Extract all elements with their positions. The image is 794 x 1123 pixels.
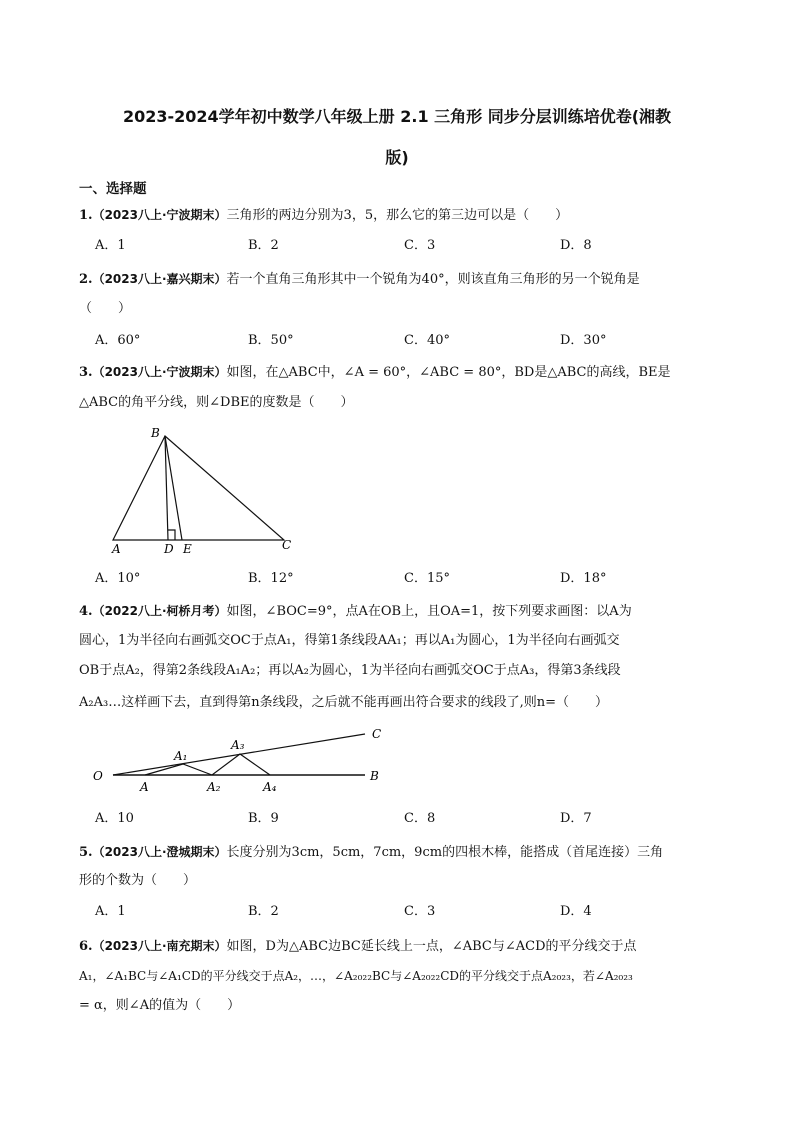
option-d[interactable]: D．7 [560, 811, 592, 826]
label-a: A [140, 780, 149, 794]
option-a[interactable]: A．10 [95, 811, 134, 826]
q-source: （2023八上·嘉兴期末） [92, 272, 227, 286]
question-6 [79, 937, 637, 956]
q-text-line: （ ） [79, 301, 132, 316]
q-source: （2023八上·宁波期末） [92, 365, 227, 379]
option-d[interactable]: D．30° [560, 333, 607, 348]
label-a1: A₁ [174, 749, 188, 763]
label-o: O [93, 769, 103, 783]
option-b[interactable]: B．9 [248, 811, 279, 826]
q-text: 长度分别为3cm，5cm，7cm，9cm的四根木棒，能搭成（首尾连接）三角 [226, 845, 664, 860]
label-a2: A₂ [207, 780, 221, 794]
q-source: （2023八上·南充期末） [92, 939, 227, 953]
q-number: 5. [79, 845, 93, 860]
q-text-line: 圆心，1为半径向右画弧交OC于点A₁，得第1条线段AA₁；再以A₁为圆心，1为半径向右画弧交 [79, 633, 620, 648]
doc-title-line2: 版) [385, 148, 409, 167]
triangle-figure [113, 436, 284, 540]
option-a[interactable]: A．60° [95, 333, 141, 348]
question-4 [79, 602, 632, 621]
option-c[interactable]: C．8 [404, 811, 436, 826]
option-a[interactable]: A．1 [95, 904, 126, 919]
label-b: B [151, 426, 160, 440]
label-a3: A₃ [231, 738, 245, 752]
q-text-line: A₂A₃…这样画下去，直到得第n条线段，之后就不能再画出符合要求的线段了,则n=（ ） [79, 695, 608, 710]
q-source: （2023八上·宁波期末） [92, 208, 227, 222]
label-c: C [372, 727, 382, 741]
q-text-line: △ABC的角平分线，则∠DBE的度数是（ ） [79, 395, 354, 410]
question-5 [79, 843, 663, 862]
q-number: 4. [79, 604, 93, 619]
option-d[interactable]: D．18° [560, 571, 607, 586]
label-b: B [370, 769, 379, 783]
q-text-line: 形的个数为（ ） [79, 873, 197, 888]
q-text: 如图，D为△ABC边BC延长线上一点，∠ABC与∠ACD的平分线交于点 [226, 939, 637, 954]
q-text: 如图，∠BOC=9°，点A在OB上，且OA=1，按下列要求画图：以A为 [226, 604, 632, 619]
q-number: 2. [79, 272, 93, 287]
label-a4: A₄ [263, 780, 277, 794]
label-a: A [112, 542, 121, 556]
option-a[interactable]: A．10° [95, 571, 141, 586]
option-c[interactable]: C．15° [404, 571, 450, 586]
q-text-line: OB于点A₂，得第2条线段A₁A₂；再以A₂为圆心，1为半径向右画弧交OC于点A₃，得第3条线段 [79, 663, 621, 678]
q-number: 3. [79, 365, 93, 380]
label-d: D [164, 542, 174, 556]
q-text-line: = α，则∠A的值为（ ） [79, 998, 241, 1013]
option-a[interactable]: A．1 [95, 238, 126, 253]
doc-title-line1: 2023-2024学年初中数学八年级上册 2.1 三角形 同步分层训练培优卷(湘教 [122, 107, 672, 126]
label-e: E [183, 542, 192, 556]
option-b[interactable]: B．2 [248, 904, 279, 919]
option-b[interactable]: B．2 [248, 238, 279, 253]
q-number: 1. [79, 208, 93, 223]
q-text: 如图，在△ABC中，∠A = 60°，∠ABC = 80°，BD是△ABC的高线，BE是 [226, 365, 671, 380]
q-text: 若一个直角三角形其中一个锐角为40°，则该直角三角形的另一个锐角是 [226, 272, 640, 287]
option-c[interactable]: C．40° [404, 333, 450, 348]
q-text-line: A₁，∠A₁BC与∠A₁CD的平分线交于点A₂，…，∠A₂₀₂₂BC与∠A₂₀₂₂CD的平分线交于点A₂₀₂₃，若∠A₂₀₂₃ [79, 969, 633, 983]
q-number: 6. [79, 939, 93, 954]
option-d[interactable]: D．8 [560, 238, 592, 253]
label-c: C [282, 538, 292, 552]
option-c[interactable]: C．3 [404, 238, 436, 253]
option-d[interactable]: D．4 [560, 904, 592, 919]
q-source: （2022八上·柯桥月考） [92, 604, 227, 618]
option-b[interactable]: B．12° [248, 571, 294, 586]
q-text: 三角形的两边分别为3，5，那么它的第三边可以是（ ） [226, 208, 569, 223]
option-b[interactable]: B．50° [248, 333, 294, 348]
q-source: （2023八上·澄城期末） [92, 845, 227, 859]
section-heading: 一、选择题 [79, 181, 147, 197]
option-c[interactable]: C．3 [404, 904, 436, 919]
